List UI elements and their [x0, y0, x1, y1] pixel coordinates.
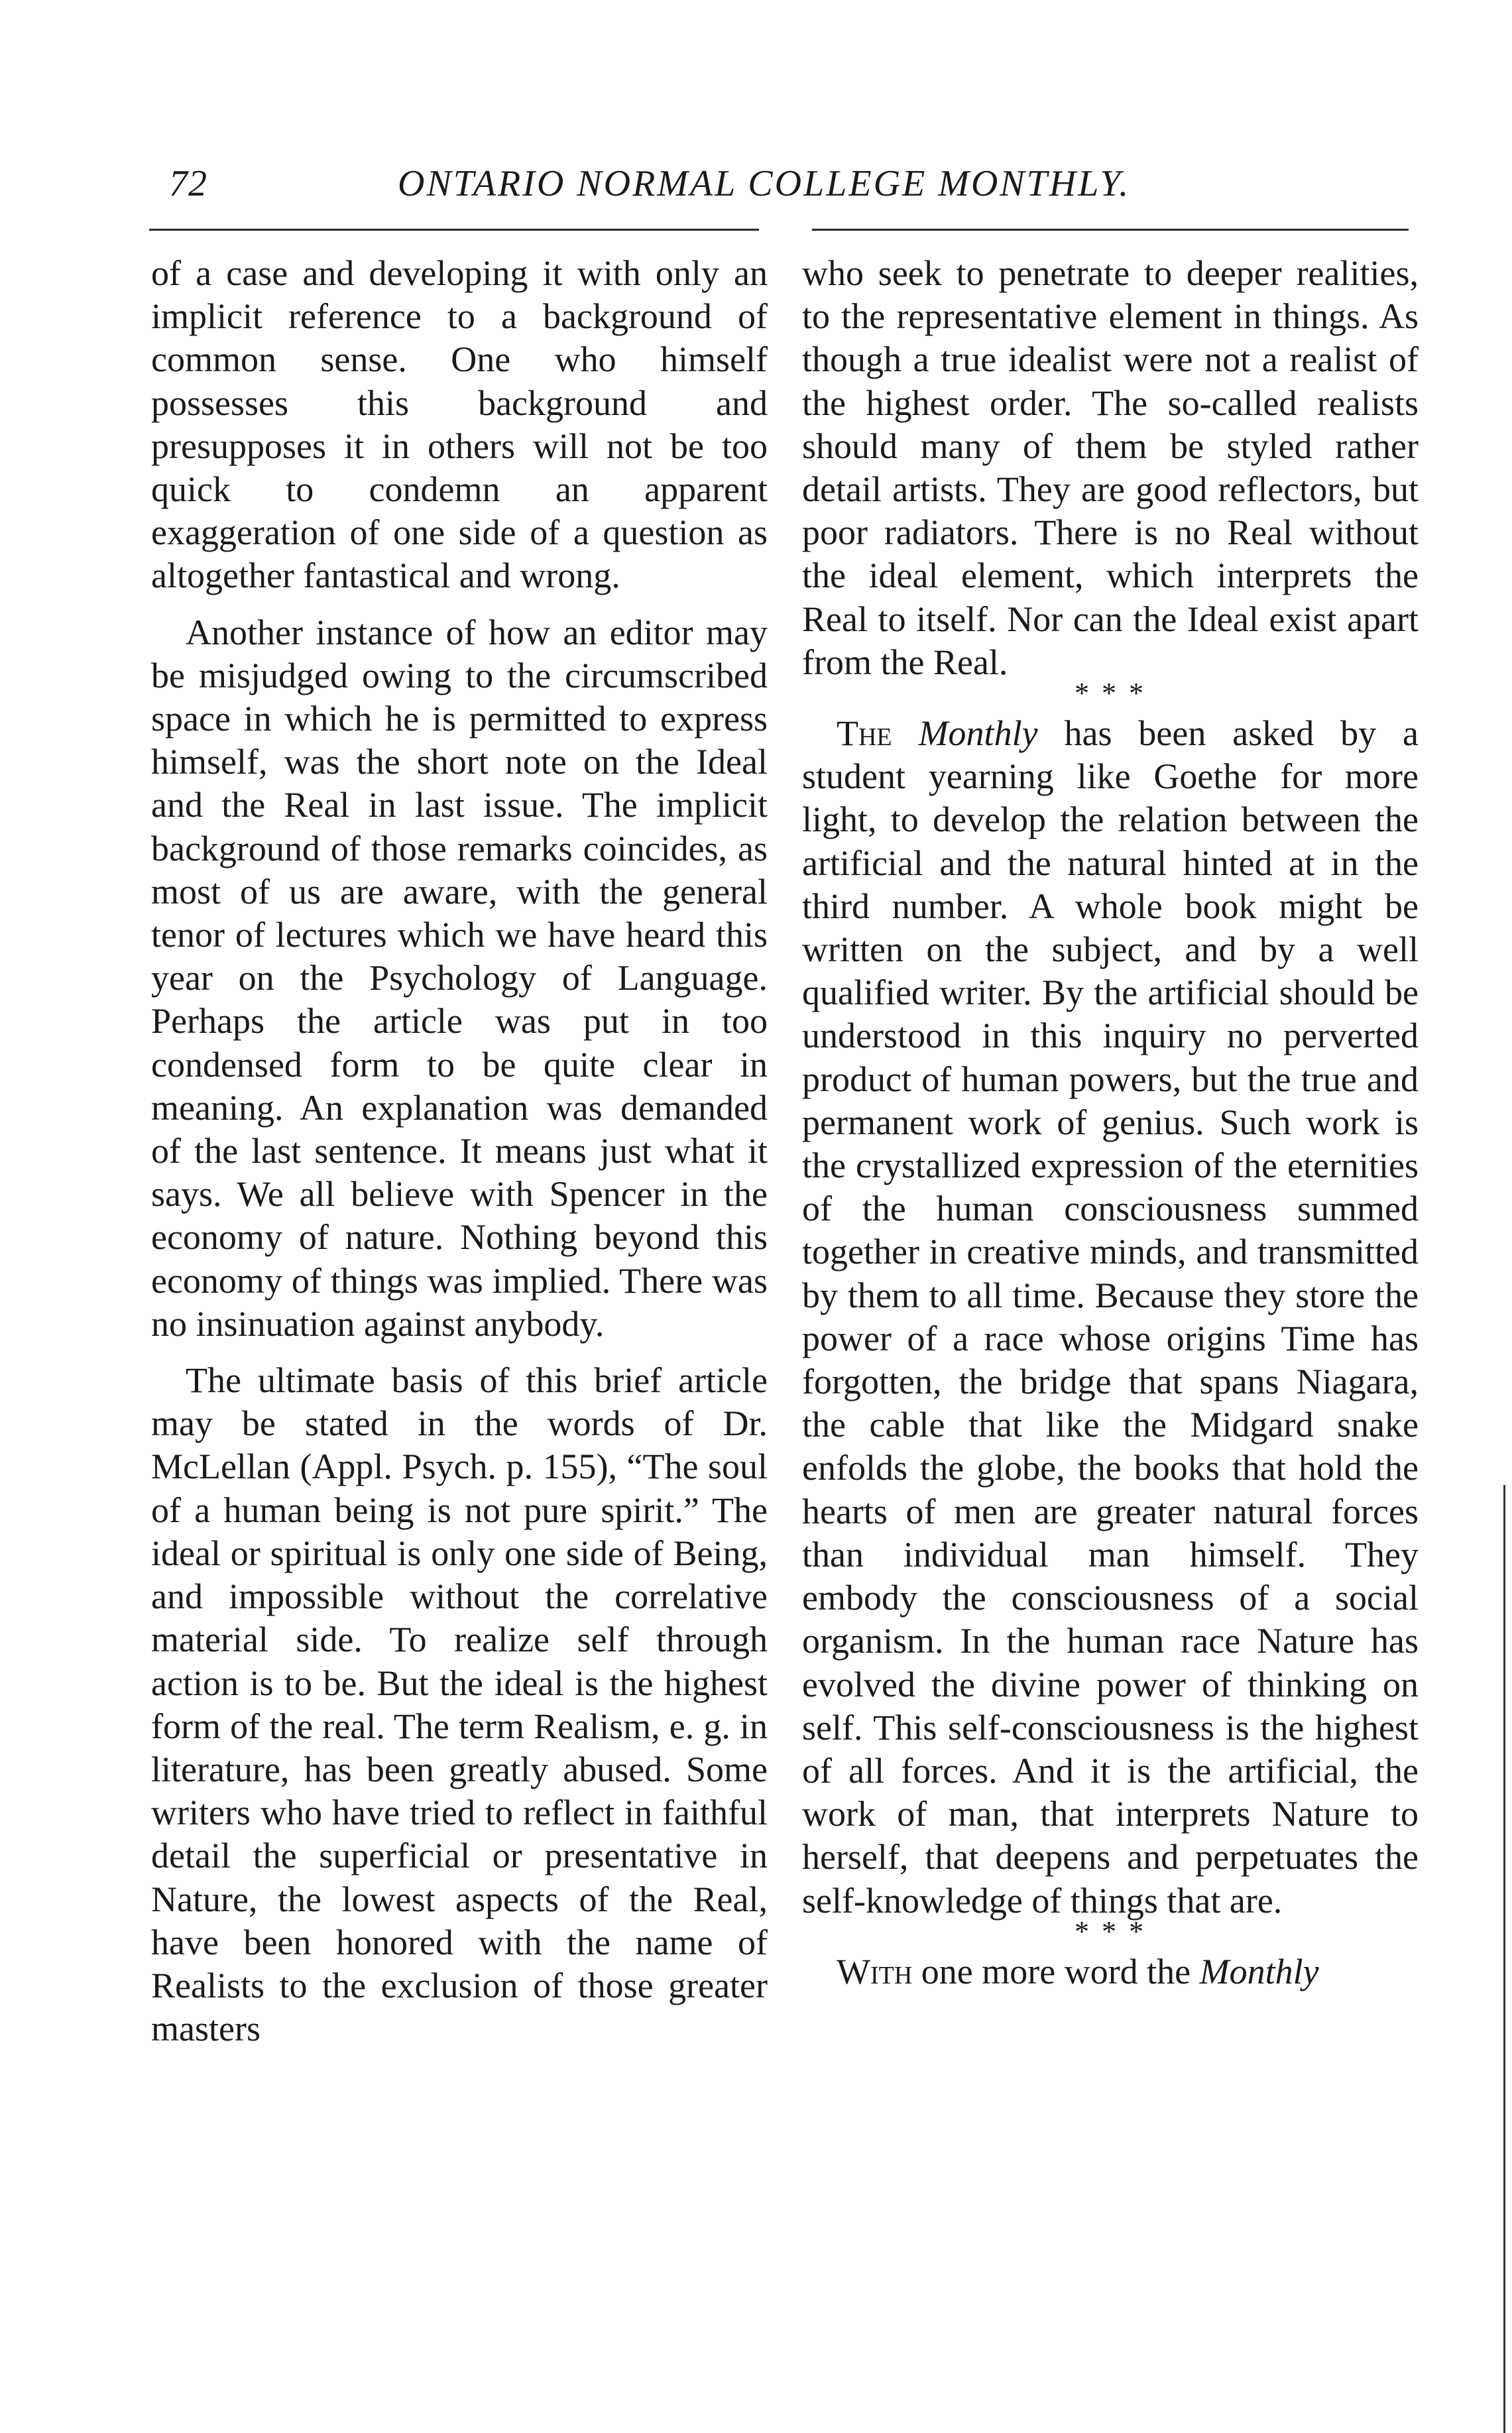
paragraph-3-body: one more word the — [921, 1951, 1191, 1991]
page-number: 72 — [169, 163, 207, 204]
running-title: ONTARIO NORMAL COLLEGE MONTHLY. — [398, 163, 1131, 204]
paragraph-2-lead: The — [837, 713, 892, 754]
asterism-1: * * * — [1075, 677, 1146, 710]
header-rule-right — [812, 229, 1409, 231]
left-paragraph-1: of a case and developing it with only an implicit reference to a background of common sense. One who himself possesses this background and presupposes it in others will not be too quick to condemn an apparent exaggeration of one side of a question as altogether fantastical and wrong. — [151, 253, 768, 596]
header-rule-left — [149, 229, 759, 231]
right-paragraph-1: who seek to penetrate to deeper realities, to the representative element in things. As though a true idealist were not a realist of the highest order. The so-called realists should many of them be styled rather detail artists. They are good reflectors, but poor radiators. There is no Real without the ideal element, which interprets the Real to itself. Nor can the Ideal exist apart from the Real. — [802, 253, 1419, 682]
right-paragraph-3 — [802, 1950, 1419, 1993]
page-edge-line — [1503, 1485, 1505, 2433]
left-paragraph-3: The ultimate basis of this brief article may be stated in the words of Dr. McLellan (Appl. Psych. p. 155), “The soul of a human being is not pure spirit.” The ideal or spiritual is only one side of Being, and impossible without the correlative material side. To realize self through action is to be. But the ideal is the highest form of the real. The term Realism, e. g. in literature, has been greatly abused. Some writers who have tried to reflect in faithful detail the superficial or presentative in Nature, the lowest aspects of the Real, have been honored with the name of Realists to the exclusion of those greater masters — [151, 1360, 768, 2049]
right-column — [802, 252, 1419, 1993]
paragraph-3-lead: With — [837, 1951, 913, 1991]
monthly-title-ref: Monthly — [918, 713, 1038, 754]
left-paragraph-2: Another instance of how an editor may be misjudged owing to the circumscribed space in which he is permitted to express himself, was the short note on the Ideal and the Real in last issue. The implicit background of those remarks coincides, as most of us are aware, with the general tenor of lectures which we have heard this year on the Psychology of Language. Perhaps the article was put in too condensed form to be quite clear in meaning. An explanation was demanded of the last sentence. It means just what it says. We all believe with Spencer in the economy of nature. Nothing beyond this economy of things was implied. There was no insinuation against anybody. — [151, 612, 768, 1344]
monthly-title-ref-2: Monthly — [1199, 1951, 1319, 1991]
asterism-2: * * * — [1075, 1915, 1146, 1948]
left-column — [151, 252, 768, 2050]
paragraph-2-body: has been asked by a student yearning like Goethe for more light, to develop the relation between the artificial and the natural hinted at in the third number. A whole book might be written on the subject, and by a well qualified writer. By the artificial should be understood in this inquiry no perverted product of human powers, but the true and permanent work of genius. Such work is the crystallized expression of the eternities of the human consciousness summed together in creative minds, and transmitted by them to all time. Because they store the power of a race whose origins Time has forgotten, the bridge that spans Niagara, the cable that like the Midgard snake enfolds the globe, the books that hold the hearts of men are greater natural forces than individual man himself. They embody the consciousness of a social organism. In the human race Nature has evolved the divine power of thinking on self. This self-consciousness is the highest of all forces. And it is the artificial, the work of man, that interprets Nature to herself, that deepens and perpetuates the self-knowledge of things that are. — [802, 713, 1419, 1921]
right-paragraph-2 — [802, 712, 1419, 1923]
